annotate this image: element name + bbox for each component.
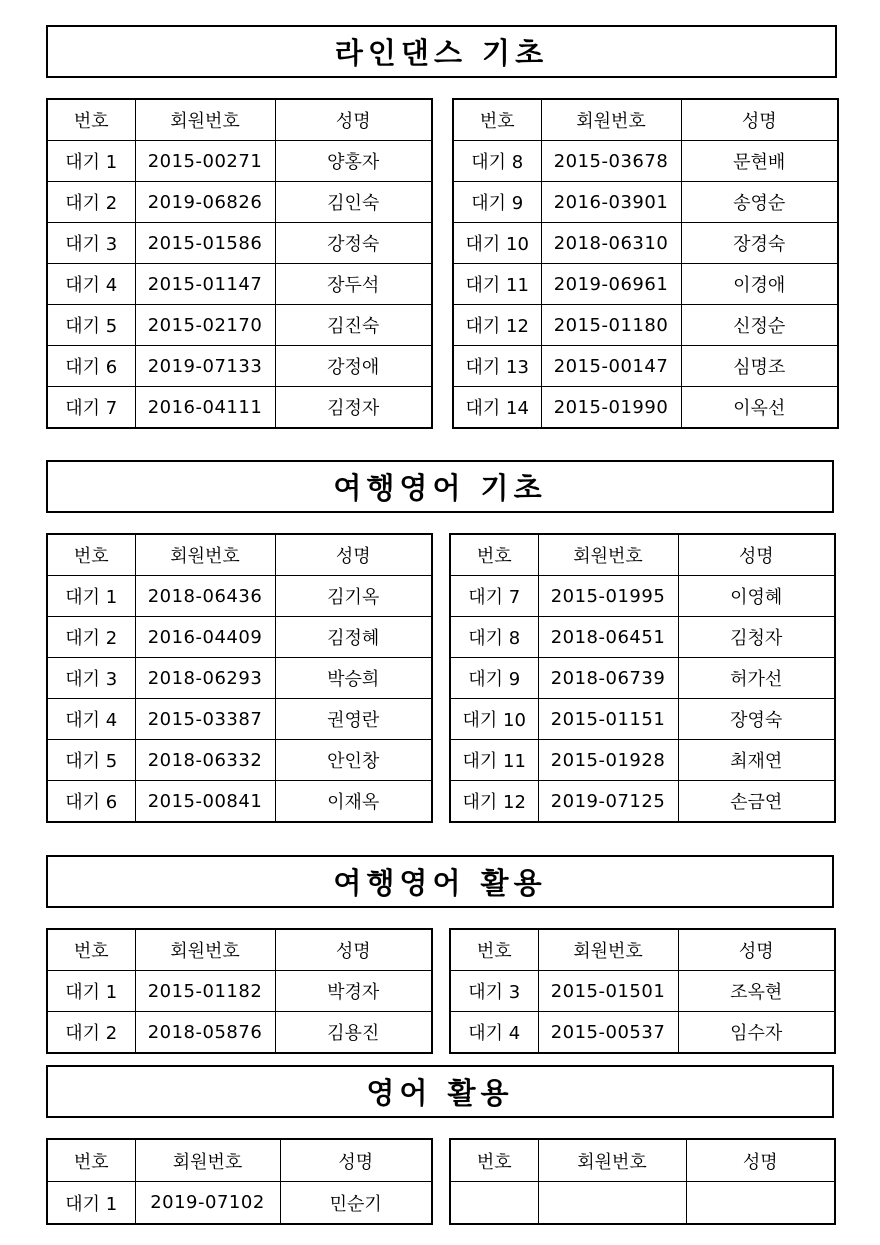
- waitlist-number-cell: 대기 4: [450, 1012, 538, 1054]
- member-id-cell: 2015-02170: [135, 305, 275, 346]
- waitlist-number-cell: 대기 3: [47, 223, 135, 264]
- table-row: [450, 971, 835, 1012]
- waitlist-number-cell: 대기 1: [47, 1182, 135, 1225]
- member-id-cell: 2018-06332: [135, 740, 275, 781]
- col-header-name: 성명: [681, 99, 838, 141]
- section-title: 라인댄스 기초: [46, 25, 837, 78]
- col-header-member-id: 회원번호: [538, 534, 678, 576]
- member-id-cell: 2015-01928: [538, 740, 678, 781]
- member-id-cell: 2018-06293: [135, 658, 275, 699]
- table-header-row: [453, 99, 838, 141]
- waitlist-number-cell: 대기 1: [47, 971, 135, 1012]
- member-name-cell: [686, 1182, 835, 1225]
- col-header-number: 번호: [47, 534, 135, 576]
- col-header-number: 번호: [450, 929, 538, 971]
- waitlist-number-cell: 대기 13: [453, 346, 541, 387]
- member-id-cell: 2019-07125: [538, 781, 678, 823]
- table-row: [453, 387, 838, 429]
- table-row: [450, 658, 835, 699]
- table-row: [450, 740, 835, 781]
- member-name-cell: 김정자: [275, 387, 432, 429]
- waitlist-table-left: [46, 98, 433, 429]
- table-row: [47, 781, 432, 823]
- member-id-cell: 2015-01147: [135, 264, 275, 305]
- member-name-cell: 김용진: [275, 1012, 432, 1054]
- waitlist-number-cell: 대기 3: [450, 971, 538, 1012]
- member-id-cell: 2015-01180: [541, 305, 681, 346]
- waitlist-number-cell: 대기 1: [47, 141, 135, 182]
- waitlist-number-cell: 대기 7: [47, 387, 135, 429]
- member-id-cell: 2015-00841: [135, 781, 275, 823]
- table-row: [450, 699, 835, 740]
- table-row: [47, 576, 432, 617]
- section-title: 여행영어 활용: [46, 855, 834, 908]
- member-id-cell: 2019-06961: [541, 264, 681, 305]
- member-name-cell: 김정혜: [275, 617, 432, 658]
- table-row: [47, 182, 432, 223]
- member-id-cell: 2018-05876: [135, 1012, 275, 1054]
- member-name-cell: 장영숙: [678, 699, 835, 740]
- table-row: [453, 305, 838, 346]
- member-name-cell: 강정숙: [275, 223, 432, 264]
- member-id-cell: 2016-03901: [541, 182, 681, 223]
- table-row: [450, 1182, 835, 1225]
- col-header-member-id: 회원번호: [135, 1139, 280, 1182]
- waitlist-table-right: [452, 98, 839, 429]
- table-row: [453, 223, 838, 264]
- table-row: [450, 1012, 835, 1054]
- member-name-cell: 송영순: [681, 182, 838, 223]
- member-name-cell: 허가선: [678, 658, 835, 699]
- member-id-cell: 2018-06436: [135, 576, 275, 617]
- member-name-cell: 안인창: [275, 740, 432, 781]
- waitlist-number-cell: 대기 11: [450, 740, 538, 781]
- member-name-cell: 이재옥: [275, 781, 432, 823]
- waitlist-number-cell: 대기 6: [47, 781, 135, 823]
- table-row: [47, 264, 432, 305]
- table-header-row: [47, 1139, 432, 1182]
- member-id-cell: 2015-01182: [135, 971, 275, 1012]
- col-header-member-id: 회원번호: [538, 1139, 686, 1182]
- col-header-number: 번호: [450, 1139, 538, 1182]
- member-name-cell: 손금연: [678, 781, 835, 823]
- col-header-number: 번호: [47, 99, 135, 141]
- waitlist-number-cell: [450, 1182, 538, 1225]
- waitlist-number-cell: 대기 12: [450, 781, 538, 823]
- col-header-name: 성명: [275, 99, 432, 141]
- table-row: [47, 658, 432, 699]
- col-header-member-id: 회원번호: [538, 929, 678, 971]
- member-name-cell: 박경자: [275, 971, 432, 1012]
- waitlist-number-cell: 대기 8: [450, 617, 538, 658]
- table-row: [453, 182, 838, 223]
- member-name-cell: 최재연: [678, 740, 835, 781]
- table-header-row: [450, 534, 835, 576]
- member-id-cell: 2018-06739: [538, 658, 678, 699]
- member-id-cell: 2019-07102: [135, 1182, 280, 1225]
- table-row: [47, 305, 432, 346]
- waitlist-number-cell: 대기 2: [47, 182, 135, 223]
- member-id-cell: 2018-06310: [541, 223, 681, 264]
- table-row: [47, 1182, 432, 1225]
- col-header-name: 성명: [678, 534, 835, 576]
- waitlist-number-cell: 대기 11: [453, 264, 541, 305]
- waitlist-number-cell: 대기 2: [47, 617, 135, 658]
- member-name-cell: 심명조: [681, 346, 838, 387]
- col-header-number: 번호: [450, 534, 538, 576]
- col-header-number: 번호: [47, 929, 135, 971]
- waitlist-number-cell: 대기 4: [47, 264, 135, 305]
- member-name-cell: 문현배: [681, 141, 838, 182]
- waitlist-number-cell: 대기 10: [453, 223, 541, 264]
- member-name-cell: 김청자: [678, 617, 835, 658]
- table-header-row: [450, 1139, 835, 1182]
- col-header-name: 성명: [275, 929, 432, 971]
- member-id-cell: 2016-04409: [135, 617, 275, 658]
- waitlist-number-cell: 대기 12: [453, 305, 541, 346]
- col-header-member-id: 회원번호: [541, 99, 681, 141]
- member-name-cell: 강정애: [275, 346, 432, 387]
- member-id-cell: 2015-03387: [135, 699, 275, 740]
- member-id-cell: 2018-06451: [538, 617, 678, 658]
- col-header-number: 번호: [453, 99, 541, 141]
- member-id-cell: 2015-01990: [541, 387, 681, 429]
- table-row: [453, 264, 838, 305]
- table-row: [47, 971, 432, 1012]
- waitlist-table-left: [46, 533, 433, 823]
- member-name-cell: 장두석: [275, 264, 432, 305]
- member-name-cell: 민순기: [280, 1182, 432, 1225]
- member-name-cell: 신정순: [681, 305, 838, 346]
- table-header-row: [47, 929, 432, 971]
- waitlist-number-cell: 대기 1: [47, 576, 135, 617]
- member-name-cell: 김기옥: [275, 576, 432, 617]
- waitlist-number-cell: 대기 2: [47, 1012, 135, 1054]
- member-name-cell: 권영란: [275, 699, 432, 740]
- waitlist-table-left: [46, 1138, 433, 1225]
- member-name-cell: 이옥선: [681, 387, 838, 429]
- waitlist-table-right: [449, 928, 836, 1054]
- col-header-name: 성명: [678, 929, 835, 971]
- member-name-cell: 양홍자: [275, 141, 432, 182]
- table-row: [47, 346, 432, 387]
- member-id-cell: 2015-01151: [538, 699, 678, 740]
- table-row: [47, 223, 432, 264]
- waitlist-number-cell: 대기 4: [47, 699, 135, 740]
- member-name-cell: 이경애: [681, 264, 838, 305]
- member-id-cell: 2015-03678: [541, 141, 681, 182]
- member-id-cell: 2015-00271: [135, 141, 275, 182]
- member-name-cell: 이영혜: [678, 576, 835, 617]
- table-row: [450, 576, 835, 617]
- table-row: [47, 141, 432, 182]
- col-header-member-id: 회원번호: [135, 99, 275, 141]
- member-name-cell: 임수자: [678, 1012, 835, 1054]
- member-id-cell: 2015-01501: [538, 971, 678, 1012]
- table-row: [47, 699, 432, 740]
- member-id-cell: 2015-01586: [135, 223, 275, 264]
- table-row: [450, 617, 835, 658]
- table-row: [453, 141, 838, 182]
- member-name-cell: 김인숙: [275, 182, 432, 223]
- section-title: 영어 활용: [46, 1065, 834, 1118]
- section-title: 여행영어 기초: [46, 460, 834, 513]
- col-header-member-id: 회원번호: [135, 534, 275, 576]
- member-name-cell: 장경숙: [681, 223, 838, 264]
- member-id-cell: 2015-00147: [541, 346, 681, 387]
- member-id-cell: 2016-04111: [135, 387, 275, 429]
- table-row: [450, 781, 835, 823]
- waitlist-table-right: [449, 533, 836, 823]
- waitlist-table-left: [46, 928, 433, 1054]
- waitlist-number-cell: 대기 5: [47, 740, 135, 781]
- member-id-cell: 2015-01995: [538, 576, 678, 617]
- waitlist-number-cell: 대기 7: [450, 576, 538, 617]
- waitlist-number-cell: 대기 3: [47, 658, 135, 699]
- col-header-name: 성명: [686, 1139, 835, 1182]
- table-header-row: [47, 99, 432, 141]
- waitlist-table-right: [449, 1138, 836, 1225]
- col-header-member-id: 회원번호: [135, 929, 275, 971]
- waitlist-number-cell: 대기 9: [450, 658, 538, 699]
- waitlist-number-cell: 대기 10: [450, 699, 538, 740]
- waitlist-number-cell: 대기 5: [47, 305, 135, 346]
- table-header-row: [47, 534, 432, 576]
- col-header-name: 성명: [280, 1139, 432, 1182]
- waitlist-number-cell: 대기 14: [453, 387, 541, 429]
- table-row: [47, 617, 432, 658]
- waitlist-number-cell: 대기 8: [453, 141, 541, 182]
- table-row: [47, 387, 432, 429]
- member-id-cell: [538, 1182, 686, 1225]
- col-header-number: 번호: [47, 1139, 135, 1182]
- member-id-cell: 2015-00537: [538, 1012, 678, 1054]
- member-id-cell: 2019-07133: [135, 346, 275, 387]
- member-name-cell: 박승희: [275, 658, 432, 699]
- waitlist-number-cell: 대기 6: [47, 346, 135, 387]
- table-row: [47, 1012, 432, 1054]
- waitlist-number-cell: 대기 9: [453, 182, 541, 223]
- member-id-cell: 2019-06826: [135, 182, 275, 223]
- table-row: [453, 346, 838, 387]
- member-name-cell: 김진숙: [275, 305, 432, 346]
- table-row: [47, 740, 432, 781]
- col-header-name: 성명: [275, 534, 432, 576]
- member-name-cell: 조옥현: [678, 971, 835, 1012]
- table-header-row: [450, 929, 835, 971]
